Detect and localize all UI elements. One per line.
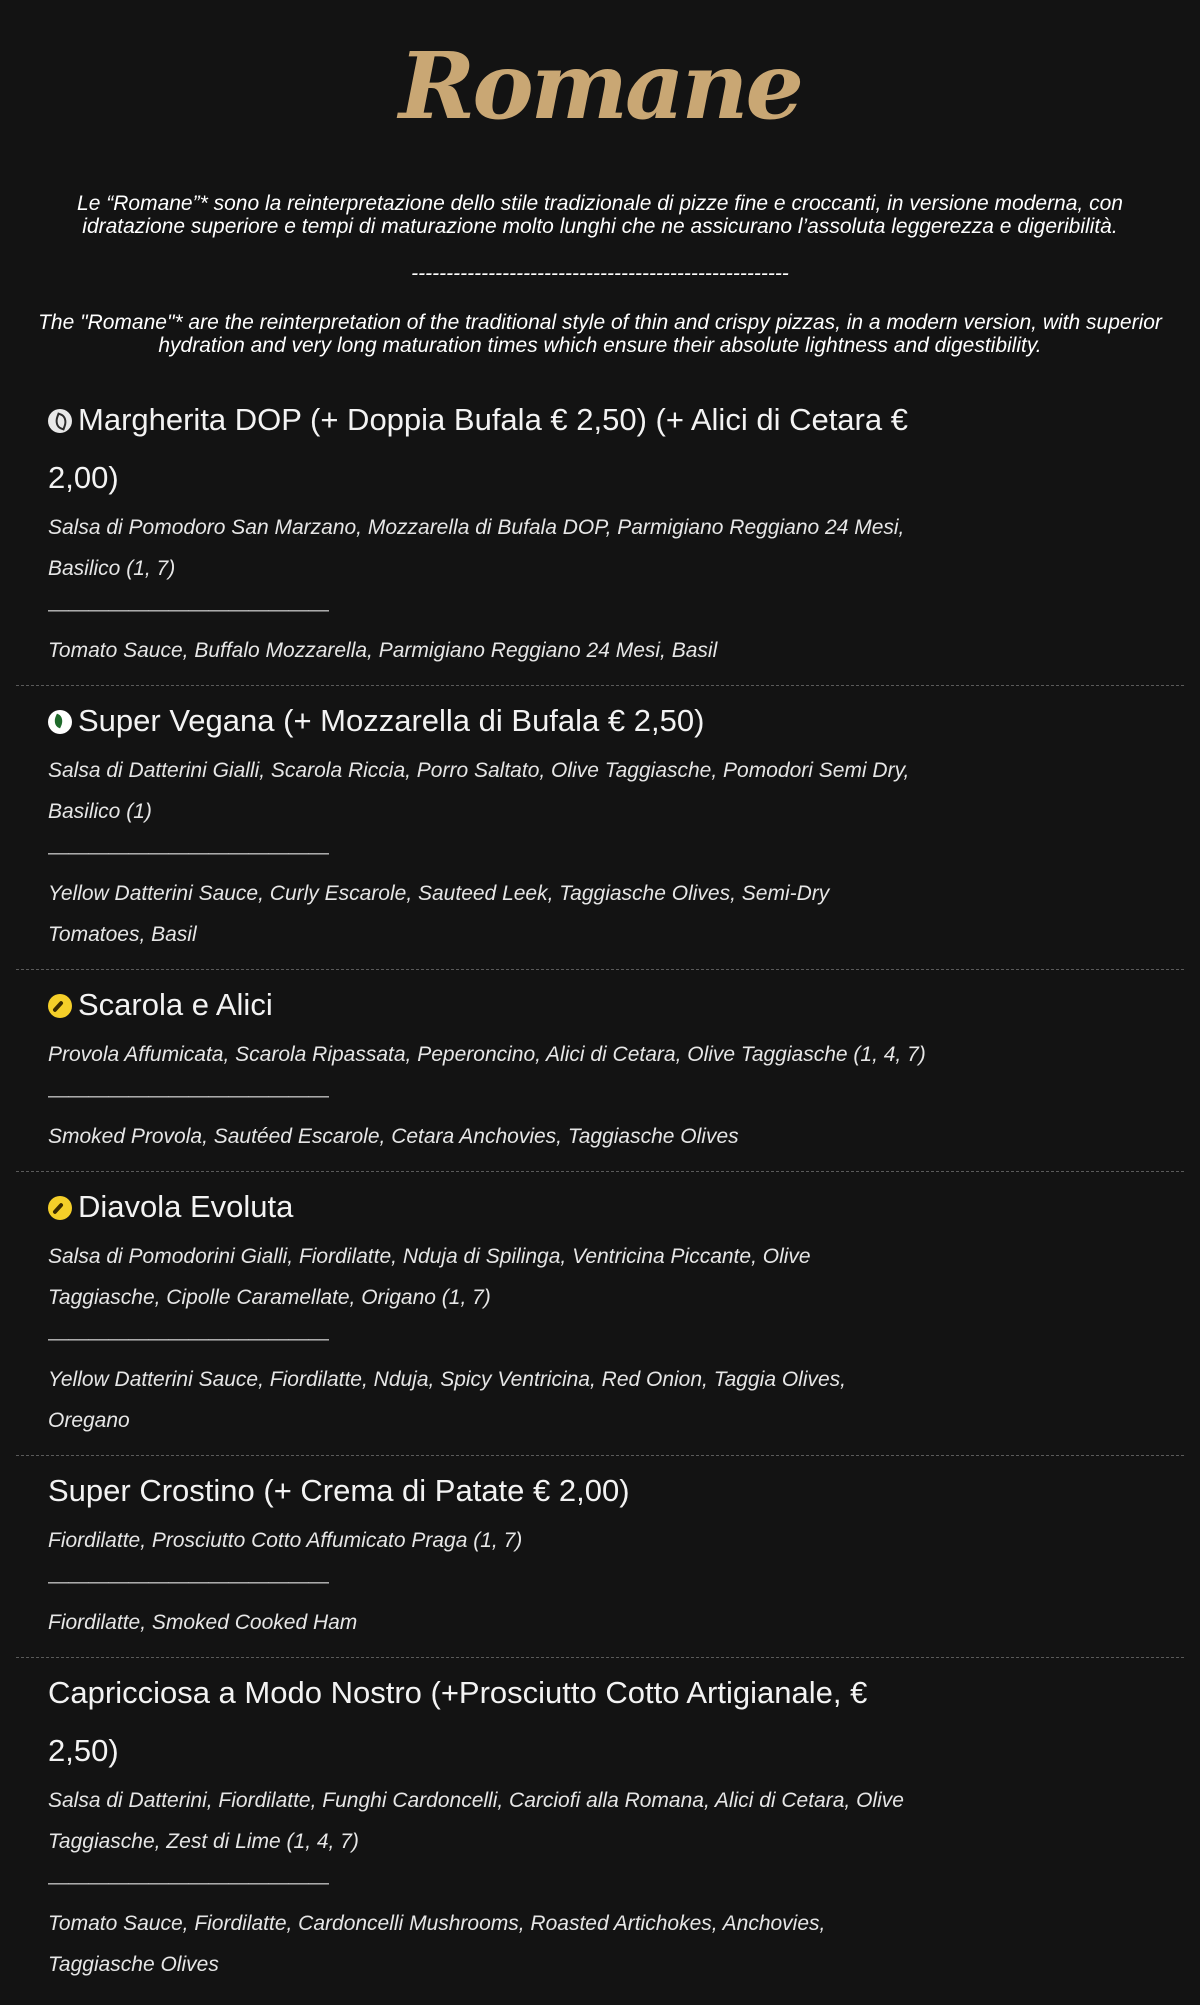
menu-item-description-it: Provola Affumicata, Scarola Ripassata, Peperoncino, Alici di Cetara, Olive Taggiasche (1, 4, 7) xyxy=(48,1043,926,1066)
menu-item-name: Scarola e Alici xyxy=(78,987,273,1022)
menu-item xyxy=(16,686,1184,970)
menu-item-description-en: Fiordilatte, Smoked Cooked Ham xyxy=(48,1611,358,1634)
menu-item-name: Margherita DOP (+ Doppia Bufala € 2,50) (+ Alici di Cetara € 2,00) xyxy=(48,402,908,495)
menu-item-separator: —————————————— xyxy=(48,1084,328,1107)
intro-divider: ------------------------------------------------------ xyxy=(411,262,789,285)
menu-item-name: Capricciosa a Modo Nostro (+Prosciutto Cotto Artigianale, € 2,50) xyxy=(48,1675,868,1768)
menu-item-description-en: Yellow Datterini Sauce, Curly Escarole, Sauteed Leek, Taggiasche Olives, Semi-Dry Tomatoes, Basil xyxy=(48,882,830,946)
menu-item-name: Super Crostino (+ Crema di Patate € 2,00) xyxy=(48,1473,630,1508)
menu-item xyxy=(16,385,1184,686)
menu-item xyxy=(16,1658,1184,1985)
spicy-icon xyxy=(48,994,72,1018)
menu-item-title xyxy=(48,1172,928,1236)
intro-english: The "Romane"* are the reinterpretation of the traditional style of thin and crispy pizzas, in a modern version, with superior hydration and very long maturation times which ensure their absolute lightness and digestibility. xyxy=(38,311,1162,357)
menu-item-separator: —————————————— xyxy=(48,1871,328,1894)
menu-item-description-it: Salsa di Pomodorini Gialli, Fiordilatte, Nduja di Spilinga, Ventricina Piccante, Olive Taggiasche, Cipolle Caramellate, Origano (1, 7) xyxy=(48,1245,811,1309)
menu-item-description-en: Tomato Sauce, Fiordilatte, Cardoncelli Mushrooms, Roasted Artichokes, Anchovies, Taggiasche Olives xyxy=(48,1912,826,1976)
menu-item-separator: —————————————— xyxy=(48,1327,328,1350)
menu-item-separator: —————————————— xyxy=(48,598,328,621)
menu-item-description-en: Yellow Datterini Sauce, Fiordilatte, Nduja, Spicy Ventricina, Red Onion, Taggia Olives, Oregano xyxy=(48,1368,847,1432)
menu-item-separator: —————————————— xyxy=(48,841,328,864)
menu-item-separator: —————————————— xyxy=(48,1570,328,1593)
menu-item-title xyxy=(48,385,928,507)
menu-item-name: Super Vegana (+ Mozzarella di Bufala € 2,50) xyxy=(78,703,705,738)
menu-item-description-en: Smoked Provola, Sautéed Escarole, Cetara Anchovies, Taggiasche Olives xyxy=(48,1125,739,1148)
section-title: Romane xyxy=(398,32,802,140)
vegetarian-icon xyxy=(48,409,72,433)
menu-item xyxy=(16,970,1184,1172)
menu-item-description-it: Salsa di Datterini, Fiordilatte, Funghi Cardoncelli, Carciofi alla Romana, Alici di Cetara, Olive Taggiasche, Zest di Lime (1, 4, 7) xyxy=(48,1789,904,1853)
menu-item-title xyxy=(48,1658,928,1780)
menu-item-description-it: Fiordilatte, Prosciutto Cotto Affumicato Praga (1, 7) xyxy=(48,1529,523,1552)
spicy-icon xyxy=(48,1196,72,1220)
menu-list xyxy=(0,385,1200,1985)
intro-italian: Le “Romane”* sono la reinterpretazione dello stile tradizionale di pizze fine e croccanti, in versione moderna, con idratazione superiore e tempi di maturazione molto lunghi che ne assicurano l’assoluta leggerezza e digeribilità. xyxy=(77,192,1123,238)
menu-item-title xyxy=(48,1456,928,1520)
menu-item-title xyxy=(48,970,928,1034)
vegan-icon xyxy=(48,710,72,734)
menu-item-title xyxy=(48,686,928,750)
menu-item-description-it: Salsa di Datterini Gialli, Scarola Riccia, Porro Saltato, Olive Taggiasche, Pomodori Semi Dry, Basilico (1) xyxy=(48,759,910,823)
menu-item-name: Diavola Evoluta xyxy=(78,1189,294,1224)
menu-item-description-it: Salsa di Pomodoro San Marzano, Mozzarella di Bufala DOP, Parmigiano Reggiano 24 Mesi, Basilico (1, 7) xyxy=(48,516,905,580)
menu-item-description-en: Tomato Sauce, Buffalo Mozzarella, Parmigiano Reggiano 24 Mesi, Basil xyxy=(48,639,718,662)
menu-item xyxy=(16,1456,1184,1658)
intro-block xyxy=(0,166,1200,357)
menu-item xyxy=(16,1172,1184,1456)
